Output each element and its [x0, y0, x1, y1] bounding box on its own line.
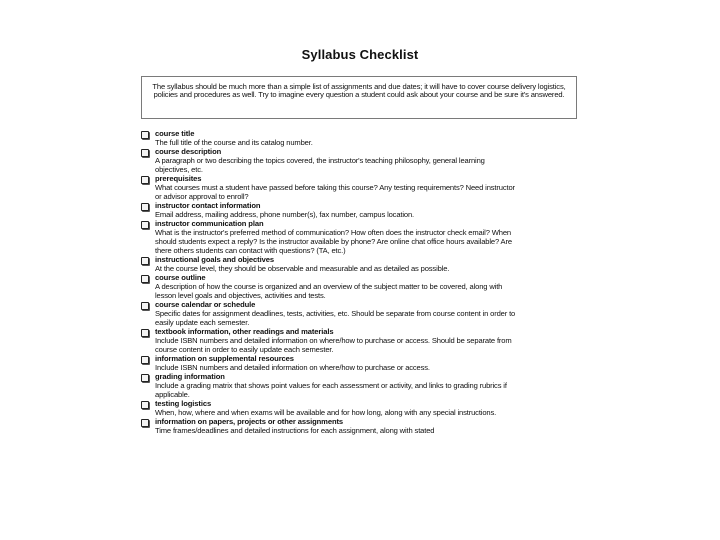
item-description: Email address, mailing address, phone number(s), fax number, campus location. [155, 210, 415, 219]
item-title: grading information [155, 372, 225, 381]
checkbox-icon[interactable] [141, 374, 149, 382]
item-description: What is the instructor's preferred method of communication? How often does the instructor check email? When should students expect a reply? Is the instructor available by phone? Are online chat office hours available? Are there others students can contact with questions? (TA, etc.) [155, 228, 512, 255]
checklist-item [140, 354, 520, 372]
item-description: Include ISBN numbers and detailed information on where/how to purchase or access. Should be separate from course content in order to easily update each semester. [155, 336, 512, 354]
item-description: What courses must a student have passed before taking this course? Any testing requirements? Need instructor or advisor approval to enroll? [155, 183, 515, 201]
checklist-item [140, 201, 520, 219]
checklist-item [140, 255, 520, 273]
item-title: course title [155, 129, 195, 138]
item-title: testing logistics [155, 399, 212, 408]
intro-box [141, 76, 577, 119]
item-description: The full title of the course and its catalog number. [155, 138, 313, 147]
checkbox-icon[interactable] [141, 356, 149, 364]
item-title: information on supplemental resources [155, 354, 294, 363]
checklist-item [140, 273, 520, 300]
checkbox-icon[interactable] [141, 176, 149, 184]
item-description: When, how, where and when exams will be available and for how long, along with any special instructions. [155, 408, 497, 417]
item-title: course outline [155, 273, 206, 282]
item-title: course description [155, 147, 222, 156]
checklist-item [140, 372, 520, 399]
checkbox-icon[interactable] [141, 203, 149, 211]
checkbox-icon[interactable] [141, 221, 149, 229]
checkbox-icon[interactable] [141, 419, 149, 427]
item-title: instructor communication plan [155, 219, 264, 228]
checkbox-icon[interactable] [141, 257, 149, 265]
item-description: Specific dates for assignment deadlines, tests, activities, etc. Should be separate from course content in order to easily update each semester. [155, 309, 516, 327]
checklist-item [140, 417, 520, 435]
item-title: prerequisites [155, 174, 202, 183]
item-title: instructor contact information [155, 201, 261, 210]
item-title: course calendar or schedule [155, 300, 256, 309]
checklist-item [140, 300, 520, 327]
item-description: Time frames/deadlines and detailed instructions for each assignment, along with stated [155, 426, 435, 435]
item-description: A description of how the course is organized and an overview of the subject matter to be covered, along with lesson level goals and objectives, activities and tests. [155, 282, 503, 300]
checkbox-icon[interactable] [141, 329, 149, 337]
checklist [140, 129, 520, 435]
checklist-item [140, 147, 520, 174]
item-description: Include a grading matrix that shows point values for each assessment or activity, and links to grading rubrics if applicable. [155, 381, 507, 399]
item-description: A paragraph or two describing the topics covered, the instructor's teaching philosophy, general learning objectives, etc. [155, 156, 485, 174]
intro-text: The syllabus should be much more than a simple list of assignments and due dates; it will have to cover course delivery logistics, policies and procedures as well. Try to imagine every question a student could ask about your course and be sure it's answered. [152, 82, 566, 100]
checklist-item [140, 399, 520, 417]
checkbox-icon[interactable] [141, 302, 149, 310]
item-title: information on papers, projects or other assignments [155, 417, 344, 426]
item-description: At the course level, they should be observable and measurable and as detailed as possible. [155, 264, 450, 273]
checklist-item [140, 174, 520, 201]
item-description: Include ISBN numbers and detailed information on where/how to purchase or access. [155, 363, 430, 372]
page-title: Syllabus Checklist [301, 47, 419, 62]
item-title: instructional goals and objectives [155, 255, 274, 264]
checkbox-icon[interactable] [141, 149, 149, 157]
checkbox-icon[interactable] [141, 131, 149, 139]
checklist-item [140, 219, 520, 255]
checklist-item [140, 129, 520, 147]
checkbox-icon[interactable] [141, 401, 149, 409]
checkbox-icon[interactable] [141, 275, 149, 283]
item-title: textbook information, other readings and materials [155, 327, 334, 336]
checklist-item [140, 327, 520, 354]
